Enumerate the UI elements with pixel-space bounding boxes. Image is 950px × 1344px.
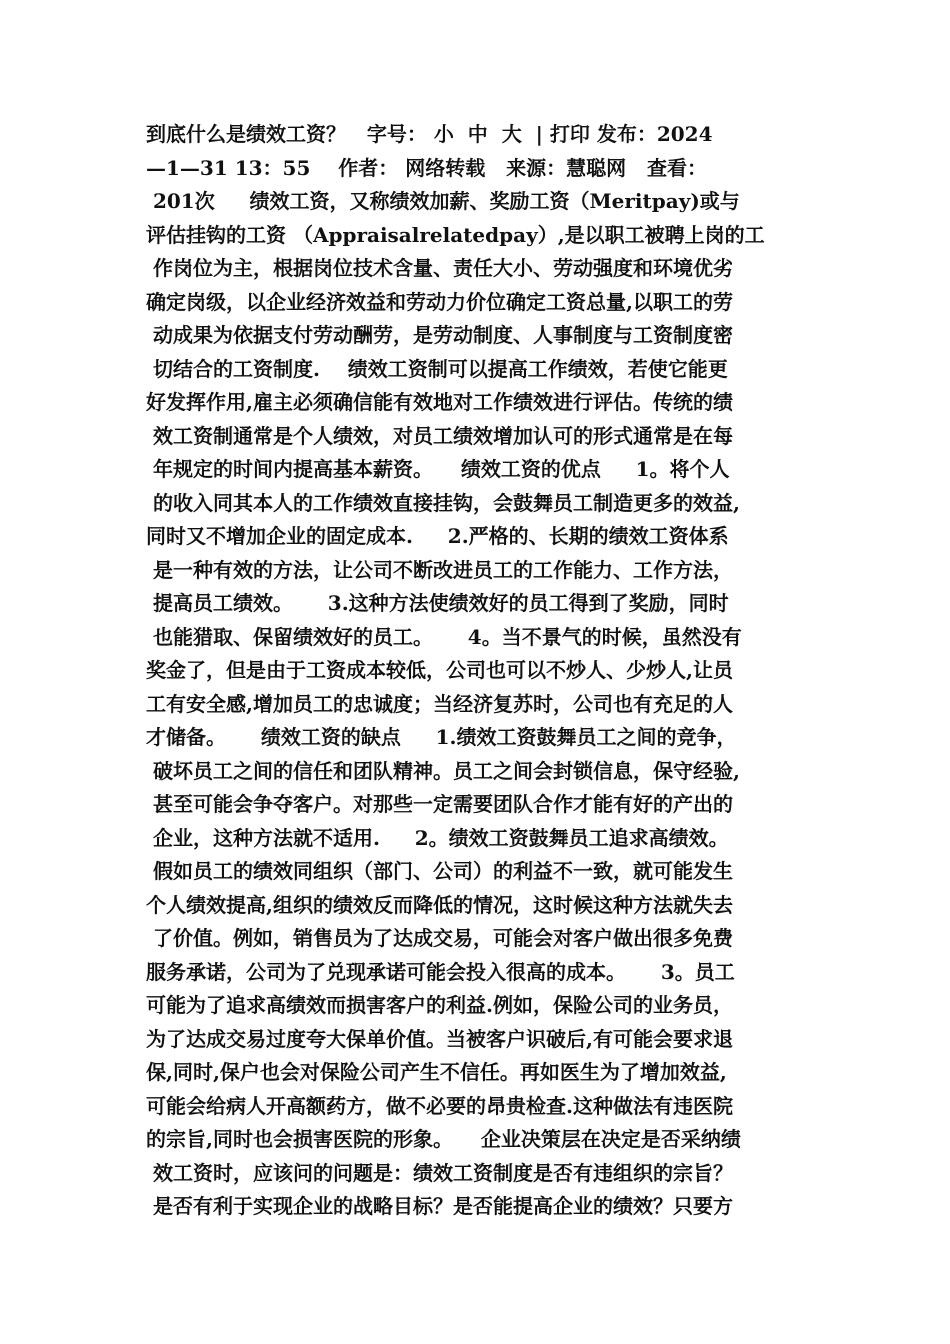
text-line: 效工资时，应该问的问题是：绩效工资制度是否有违组织的宗旨？ (146, 1160, 733, 1185)
text-line: 到底什么是绩效工资？ 字号： 小 中 大 | 打印 发布：2024 (146, 122, 713, 146)
text-line: 评估挂钩的工资 （Appraisalrelatedpay）,是以职工被聘上岗的工 (146, 222, 765, 247)
text-line: 确定岗级，以企业经济效益和劳动力价位确定工资总量,以职工的劳 (146, 289, 733, 314)
text-line: 可能会给病人开高额药方，做不必要的昂贵检查.这种做法有违医院 (146, 1093, 733, 1118)
text-line: 的宗旨,同时也会损害医院的形象。 企业决策层在决定是否采纳绩 (146, 1127, 741, 1151)
text-line: 效工资制通常是个人绩效，对员工绩效增加认可的形式通常是在每 (146, 423, 733, 448)
text-line: 假如员工的绩效同组织（部门、公司）的利益不一致，就可能发生 (146, 859, 733, 883)
text-line: 同时又不增加企业的固定成本. 2.严格的、长期的绩效工资体系 (146, 524, 729, 548)
text-line: 好发挥作用,雇主必须确信能有效地对工作绩效进行评估。传统的绩 (146, 390, 733, 414)
text-line: 为了达成交易过度夸大保单价值。当被客户识破后,有可能会要求退 (146, 1026, 733, 1051)
text-line: 甚至可能会争夺客户。对那些一定需要团队合作才能有好的产出的 (146, 792, 733, 816)
text-line: 奖金了，但是由于工资成本较低，公司也可以不炒人、少炒人,让员 (146, 658, 733, 682)
text-line: 工有安全感,增加员工的忠诚度；当经济复苏时，公司也有充足的人 (146, 691, 733, 716)
text-line: 201次 绩效工资，又称绩效加薪、奖励工资（Meritpay)或与 (146, 189, 740, 213)
text-line: 服务承诺，公司为了兑现承诺可能会投入很高的成本。 3。员工 (146, 959, 735, 984)
text-line: 也能猎取、保留绩效好的员工。 4。当不景气的时候，虽然没有 (146, 624, 742, 649)
text-line: 企业，这种方法就不适用. 2。绩效工资鼓舞员工追求高绩效。 (146, 825, 729, 850)
text-line: 作岗位为主，根据岗位技术含量、责任大小、劳动强度和环境优劣 (146, 256, 733, 280)
text-line: 破坏员工之间的信任和团队精神。员工之间会封锁信息，保守经验, (146, 758, 740, 783)
article-body (146, 118, 816, 1224)
text-line: 的收入同其本人的工作绩效直接挂钩，会鼓舞员工制造更多的效益, (146, 490, 740, 515)
text-line: 是一种有效的方法，让公司不断改进员工的工作能力、工作方法， (146, 557, 733, 582)
text-line: 提高员工绩效。 3.这种方法使绩效好的员工得到了奖励，同时 (146, 591, 729, 615)
text-line: 年规定的时间内提高基本薪资。 绩效工资的优点 1。将个人 (146, 457, 730, 481)
text-line: 是否有利于实现企业的战略目标？是否能提高企业的绩效？只要方 (146, 1194, 733, 1218)
text-line: —1—31 13：55 作者： 网络转载 来源：慧聪网 查看： (146, 155, 707, 180)
text-line: 个人绩效提高,组织的绩效反而降低的情况，这时候这种方法就失去 (146, 892, 733, 917)
text-line: 切结合的工资制度. 绩效工资制可以提高工作绩效，若使它能更 (146, 356, 728, 381)
text-line: 了价值。例如，销售员为了达成交易，可能会对客户做出很多免费 (146, 926, 733, 950)
text-line: 动成果为依据支付劳动酬劳，是劳动制度、人事制度与工资制度密 (146, 323, 733, 347)
text-line: 才储备。 绩效工资的缺点 1.绩效工资鼓舞员工之间的竞争， (146, 725, 737, 749)
text-line: 保,同时,保户也会对保险公司产生不信任。再如医生为了增加效益, (146, 1060, 727, 1084)
text-line: 可能为了追求高绩效而损害客户的利益.例如，保险公司的业务员， (146, 993, 733, 1017)
